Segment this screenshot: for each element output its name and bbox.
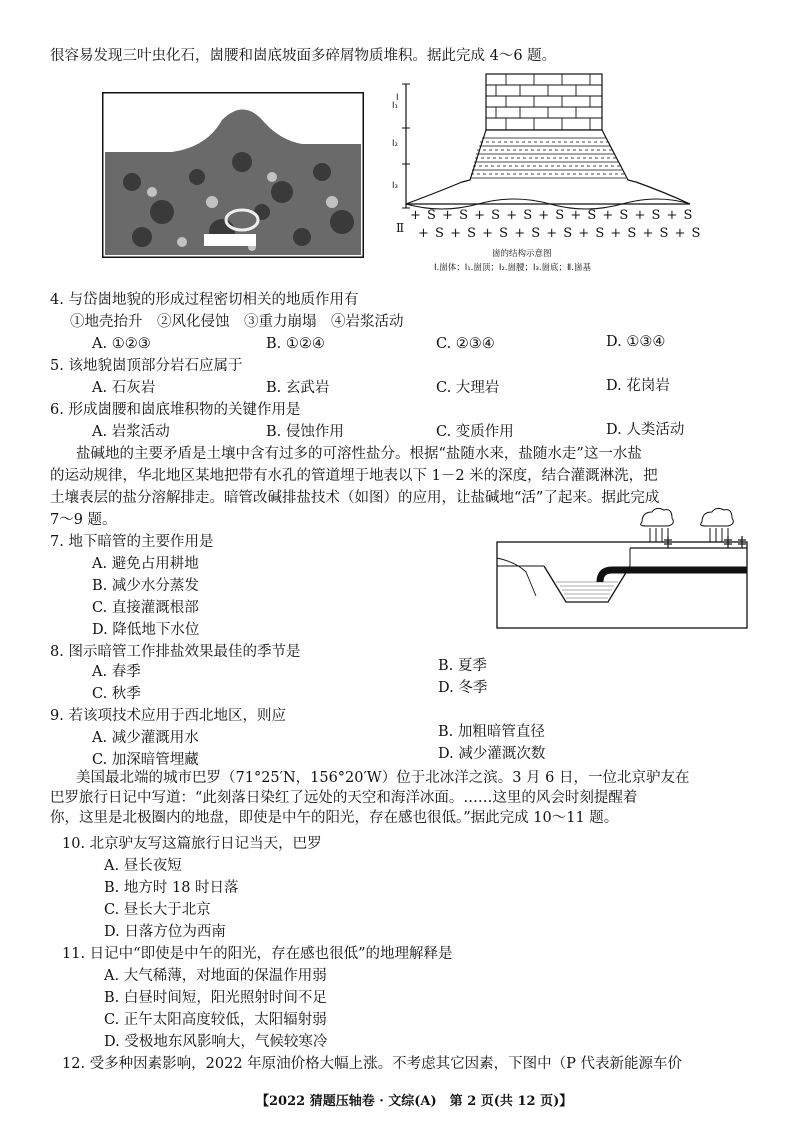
q11-option-a: A. 大气稀薄，对地面的保温作用弱 [104, 968, 327, 984]
q7-option-b: B. 减少水分蒸发 [92, 578, 199, 594]
q11-option-c: C. 正午太阳高度较低，太阳辐射弱 [104, 1012, 327, 1028]
q6-option-b: B. 侵蚀作用 [266, 424, 344, 440]
label-II: Ⅱ [396, 221, 405, 235]
label-I: Ⅰ [396, 93, 399, 103]
q10-option-d: D. 日落方位为西南 [104, 924, 226, 940]
q5-option-a: A. 石灰岩 [92, 380, 156, 396]
passage2-line4: 7～9 题。 [50, 512, 117, 528]
q6-option-d: D. 人类活动 [606, 422, 685, 438]
bedrock-symbols-row1: + S + S + S + S + S + S + S + S + S [410, 208, 694, 223]
q4-option-b: B. ①②④ [266, 336, 325, 352]
label-I1: Ⅰ₁ [392, 101, 398, 111]
q8-stem: 8. 图示暗管工作排盐效果最佳的季节是 [50, 644, 301, 660]
q10-option-c: C. 昼长大于北京 [104, 902, 211, 918]
q8-option-b: B. 夏季 [438, 658, 487, 674]
q4-option-d: D. ①③④ [606, 334, 666, 350]
q10-option-a: A. 昼长夜短 [104, 858, 182, 874]
q4-option-a: A. ①②③ [92, 336, 151, 352]
q9-option-d: D. 减少灌溉次数 [438, 746, 546, 762]
passage2-line3: 土壤表层的盐分溶解排走。暗管改碱排盐技术（如图）的应用，让盐碱地“活”了起来。据此完成 [50, 490, 660, 506]
q4-items: ①地壳抬升 ②风化侵蚀 ③重力崩塌 ④岩浆活动 [70, 314, 404, 330]
q9-option-a: A. 减少灌溉用水 [92, 730, 199, 746]
q5-option-c: C. 大理岩 [436, 380, 500, 396]
passage3-line2: 巴罗旅行日记中写道：“此刻落日染红了远处的天空和海洋冰面。……这里的风会时刻提醒着 [50, 790, 638, 806]
q9-option-c: C. 加深暗管埋藏 [92, 752, 199, 768]
q11-option-d: D. 受极地东风影响大，气候较寒冷 [104, 1034, 328, 1050]
passage3-line1: 美国最北端的城市巴罗（71°25′N，156°20′W）位于北冰洋之滨。3 月 6 日，一位北京驴友在 [76, 770, 690, 786]
diagram-caption-legend: Ⅰ.崮体；Ⅰ₁.崮顶；Ⅰ₂.崮腰；Ⅰ₃.崮底；Ⅱ.崮基 [434, 263, 591, 273]
q10-option-b: B. 地方时 18 时日落 [104, 880, 239, 896]
intro-line: 很容易发现三叶虫化石，崮腰和崮底坡面多碎屑物质堆积。据此完成 4～6 题。 [50, 48, 557, 64]
passage2-line1: 盐碱地的主要矛盾是土壤中含有过多的可溶性盐分。根据“盐随水来，盐随水走”这一水盐 [76, 446, 642, 462]
q9-option-b: B. 加粗暗管直径 [438, 724, 545, 740]
q8-option-c: C. 秋季 [92, 686, 141, 702]
q8-option-d: D. 冬季 [438, 680, 488, 696]
q5-option-b: B. 玄武岩 [266, 380, 330, 396]
q11-stem: 11. 日记中“即使是中午的阳光，存在感也很低”的地理解释是 [62, 946, 453, 962]
q7-option-d: D. 降低地下水位 [92, 622, 200, 638]
label-I2: Ⅰ₂ [392, 139, 398, 149]
q4-stem: 4. 与岱崮地貌的形成过程密切相关的地质作用有 [50, 292, 359, 308]
q7-option-a: A. 避免占用耕地 [92, 556, 199, 572]
q4-option-c: C. ②③④ [436, 336, 495, 352]
label-I3: Ⅰ₃ [392, 181, 398, 191]
q5-option-d: D. 花岗岩 [606, 378, 670, 394]
q7-stem: 7. 地下暗管的主要作用是 [50, 534, 214, 550]
passage3-line3: 你，这里是北极圈内的地盘，即使是中午的阳光，存在感也很低。”据此完成 10～11 题。 [50, 810, 619, 826]
bedrock-symbols-row2: + S + S + S + S + S + S + S + S + S [418, 226, 702, 241]
q8-option-a: A. 春季 [92, 664, 141, 680]
q11-option-b: B. 白昼时间短，阳光照射时间不足 [104, 990, 327, 1006]
q7-option-c: C. 直接灌溉根部 [92, 600, 199, 616]
mesa-photo [102, 92, 364, 258]
passage2-line2: 的运动规律，华北地区某地把带有水孔的管道埋于地表以下 1－2 米的深度，结合灌溉淋洗，把 [50, 468, 658, 484]
mesa-structure-diagram [392, 70, 706, 276]
q12-stem: 12. 受多种因素影响，2022 年原油价格大幅上涨。不考虑其它因素，下图中（P 代表新能源车价 [62, 1056, 683, 1072]
q10-stem: 10. 北京驴友写这篇旅行日记当天，巴罗 [62, 836, 322, 852]
diagram-caption-title: 崮的结构示意图 [492, 249, 552, 259]
q5-stem: 5. 该地貌崮顶部分岩石应属于 [50, 358, 243, 374]
page-footer: 【2022 猜题压轴卷 · 文综(A) 第 2 页(共 12 页)】 [256, 1094, 573, 1109]
q6-option-a: A. 岩浆活动 [92, 424, 170, 440]
q6-stem: 6. 形成崮腰和崮底堆积物的关键作用是 [50, 402, 301, 418]
q6-option-c: C. 变质作用 [436, 424, 514, 440]
drainage-pipe-diagram [496, 506, 750, 630]
q9-stem: 9. 若该项技术应用于西北地区，则应 [50, 708, 286, 724]
